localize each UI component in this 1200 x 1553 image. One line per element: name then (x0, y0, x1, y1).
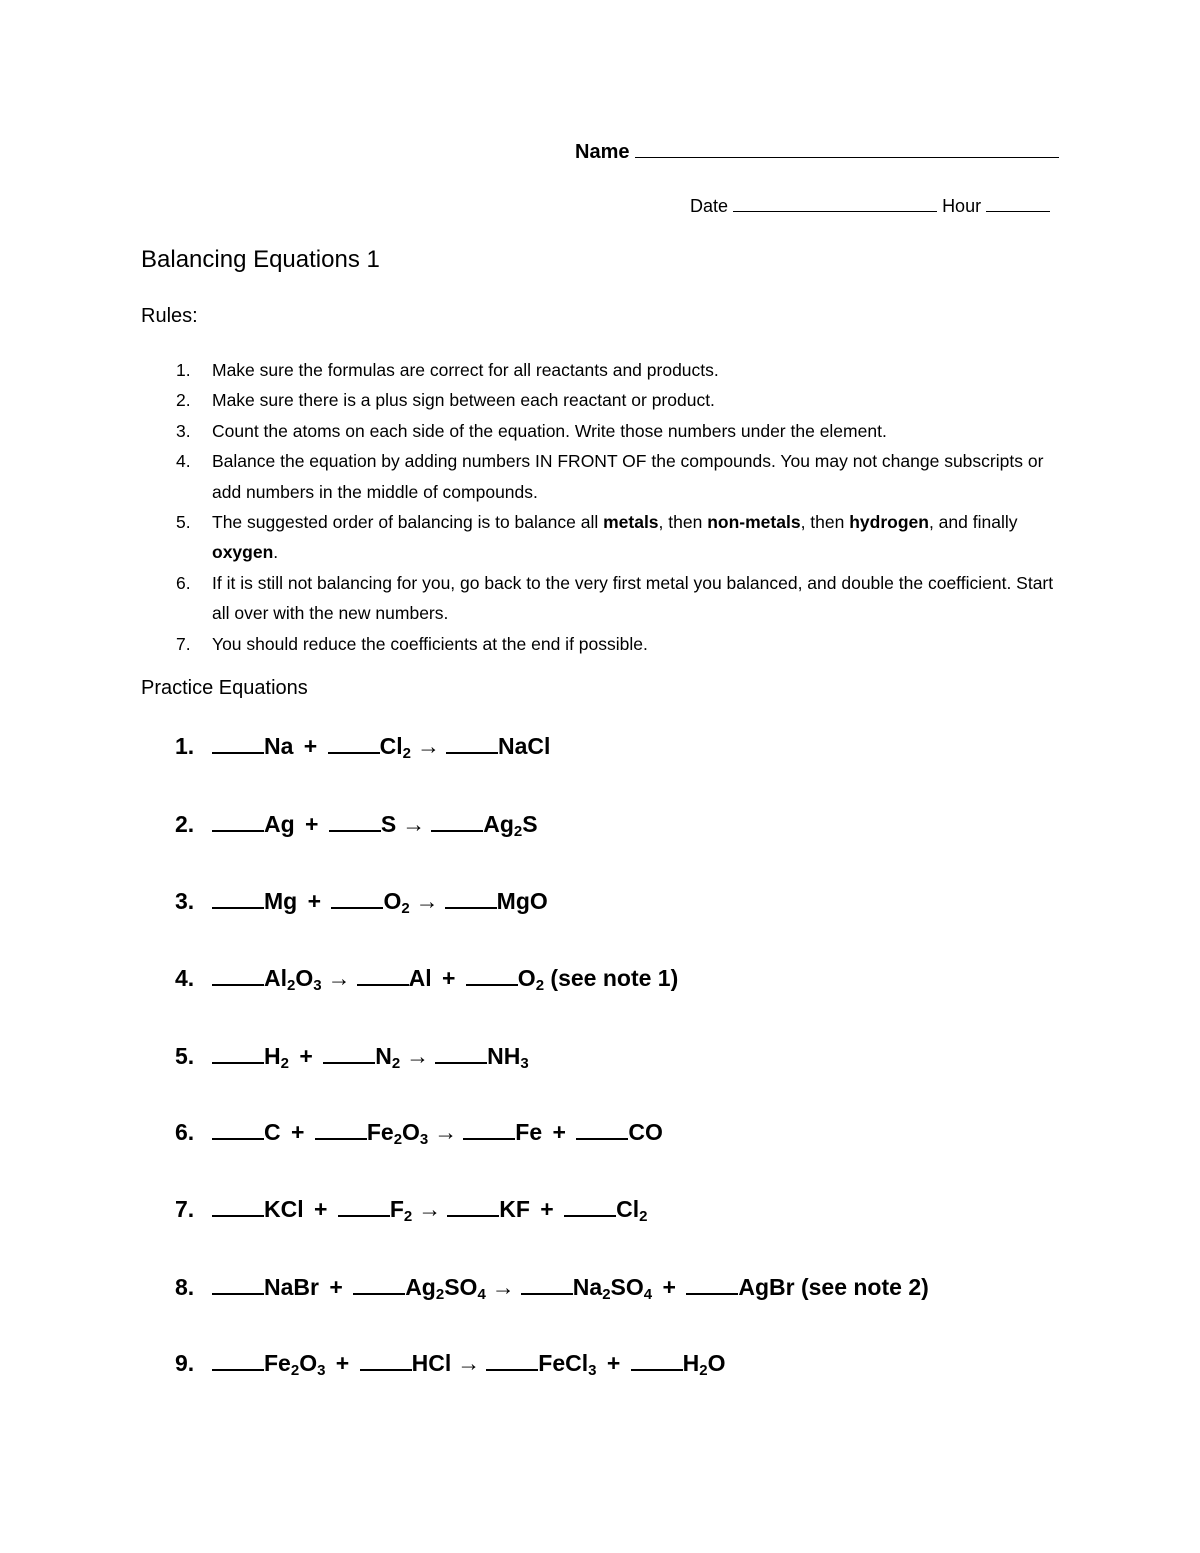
rule-emphasis-non-metals: non-metals (707, 512, 801, 533)
equation-number: 6. (175, 1119, 195, 1145)
chemical-formula: $O_2$ (383, 888, 410, 917)
coefficient-blank[interactable] (686, 1275, 738, 1295)
date-field[interactable] (733, 195, 937, 212)
coefficient-blank[interactable] (576, 1120, 628, 1140)
rule-number: 4. (176, 451, 191, 472)
equation-row (175, 965, 678, 992)
equation-number: 4. (175, 965, 195, 991)
coefficient-blank[interactable] (212, 1275, 264, 1295)
rule-text: You should reduce the coefficients at the end if possible. (212, 633, 648, 654)
plus-sign: + (546, 1119, 573, 1145)
rule-item (141, 355, 1071, 385)
chemical-formula: $H_2O$ (682, 1350, 726, 1379)
plus-sign: + (435, 965, 462, 991)
equation-row (175, 1119, 663, 1146)
rule-number: 3. (176, 420, 191, 441)
rules-list (141, 355, 1071, 659)
chemical-formula: AgBr (738, 1274, 795, 1300)
yields-arrow-icon: → (402, 811, 426, 837)
chemical-formula: Ag (264, 811, 295, 837)
rule-number: 6. (176, 572, 191, 593)
coefficient-blank[interactable] (446, 734, 498, 754)
coefficient-blank[interactable] (315, 1120, 367, 1140)
coefficient-blank[interactable] (212, 1044, 264, 1064)
rule-text: Make sure the formulas are correct for all reactants and products. (212, 360, 719, 380)
coefficient-blank[interactable] (357, 966, 409, 986)
chemical-formula: Fe (515, 1119, 543, 1145)
plus-sign: + (656, 1274, 683, 1300)
coefficient-blank[interactable] (463, 1120, 515, 1140)
rule-number: 1. (176, 360, 191, 380)
rule-item (141, 416, 1071, 446)
rule-emphasis-oxygen: oxygen (212, 542, 274, 563)
date-label: Date (690, 196, 729, 216)
chemical-formula: $Fe_2O_3$ (366, 1119, 429, 1148)
rule-number: 2. (176, 390, 191, 411)
rule-text-part: , then (658, 512, 708, 533)
practice-heading: Practice Equations (141, 677, 308, 699)
equation-number: 1. (175, 733, 195, 759)
plus-sign: + (600, 1350, 627, 1376)
chemical-formula: Mg (264, 888, 298, 914)
coefficient-blank[interactable] (445, 889, 497, 909)
chemical-formula: CO (628, 1119, 663, 1145)
coefficient-blank[interactable] (353, 1275, 405, 1295)
rule-text-part: , then (800, 512, 850, 533)
equation-row (175, 811, 538, 838)
yields-arrow-icon: → (418, 1196, 442, 1222)
chemical-formula: $Ag_2SO_4$ (405, 1274, 486, 1303)
rule-item (141, 629, 1071, 659)
plus-sign: + (284, 1119, 311, 1145)
rule-text (212, 512, 1017, 562)
chemical-formula: Al (408, 965, 432, 991)
coefficient-blank[interactable] (212, 812, 264, 832)
chemical-formula: $Cl_2$ (616, 1196, 648, 1225)
coefficient-blank[interactable] (212, 734, 264, 754)
name-field[interactable] (635, 141, 1059, 158)
equation-number: 8. (175, 1274, 195, 1300)
chemical-formula: $F_2$ (389, 1196, 413, 1225)
chemical-formula: HCl (411, 1350, 452, 1376)
rule-item (141, 446, 1071, 507)
chemical-formula: $N_2$ (375, 1043, 401, 1072)
chemical-formula: Na (264, 733, 294, 759)
rule-item (141, 385, 1071, 415)
chemical-formula: $O_2$ (517, 965, 545, 994)
rule-text-part: The suggested order of balancing is to balance all (212, 512, 604, 533)
hour-field[interactable] (986, 195, 1050, 212)
rule-number: 5. (176, 512, 191, 533)
coefficient-blank[interactable] (212, 889, 264, 909)
equation-row (175, 1043, 529, 1070)
rule-emphasis-metals: metals (603, 512, 659, 533)
chemical-formula: $H_2$ (264, 1043, 289, 1072)
equation-number: 3. (175, 888, 195, 914)
chemical-formula: $Na_2SO_4$ (572, 1274, 653, 1303)
hour-label: Hour (942, 196, 982, 216)
coefficient-blank[interactable] (431, 812, 483, 832)
rule-number: 7. (176, 633, 191, 654)
coefficient-blank[interactable] (212, 1120, 264, 1140)
coefficient-blank[interactable] (323, 1044, 375, 1064)
name-field-row (575, 141, 1059, 164)
equation-row (175, 888, 548, 915)
equation-row (175, 1274, 929, 1301)
coefficient-blank[interactable] (338, 1197, 390, 1217)
rule-text-part: . (273, 542, 279, 563)
yields-arrow-icon: → (491, 1274, 515, 1300)
plus-sign: + (533, 1196, 561, 1222)
coefficient-blank[interactable] (466, 966, 518, 986)
plus-sign: + (297, 733, 324, 759)
coefficient-blank[interactable] (360, 1351, 412, 1371)
rule-item (141, 507, 1071, 568)
coefficient-blank[interactable] (486, 1351, 538, 1371)
coefficient-blank[interactable] (212, 966, 264, 986)
equation-note: (see note 2) (794, 1274, 929, 1300)
rule-item (141, 568, 1071, 629)
equation-row (175, 1350, 726, 1377)
yields-arrow-icon: → (416, 733, 440, 759)
coefficient-blank[interactable] (564, 1197, 616, 1217)
plus-sign: + (322, 1274, 350, 1300)
yields-arrow-icon: → (406, 1043, 430, 1069)
rules-heading: Rules: (141, 305, 198, 327)
plus-sign: + (292, 1043, 320, 1069)
plus-sign: + (301, 888, 328, 914)
chemical-formula: $Cl_2$ (379, 733, 411, 762)
name-label: Name (575, 141, 630, 163)
chemical-formula: NaBr (264, 1274, 319, 1300)
rule-text: Balance the equation by adding numbers IN FRONT OF the compounds. You may not change subscripts or add numbers in the middle of compounds. (212, 451, 1044, 502)
equation-row (175, 1196, 647, 1223)
equation-note: (see note 1) (544, 965, 679, 991)
coefficient-blank[interactable] (331, 889, 383, 909)
yields-arrow-icon: → (457, 1350, 481, 1376)
equation-row (175, 733, 550, 760)
rule-emphasis-hydrogen: hydrogen (849, 512, 929, 533)
coefficient-blank[interactable] (631, 1351, 683, 1371)
coefficient-blank[interactable] (329, 812, 381, 832)
plus-sign: + (329, 1350, 356, 1376)
equation-number: 9. (175, 1350, 195, 1376)
chemical-formula: $Ag_2S$ (483, 811, 538, 840)
worksheet-title: Balancing Equations 1 (141, 246, 380, 273)
plus-sign: + (307, 1196, 334, 1222)
chemical-formula: KF (499, 1196, 530, 1222)
chemical-formula: $NH_3$ (487, 1043, 529, 1072)
equation-number: 7. (175, 1196, 195, 1222)
yields-arrow-icon: → (415, 888, 439, 914)
chemical-formula: MgO (496, 888, 548, 914)
chemical-formula: $Fe_2O_3$ (264, 1350, 326, 1379)
chemical-formula: KCl (264, 1196, 304, 1222)
coefficient-blank[interactable] (328, 734, 380, 754)
yields-arrow-icon: → (327, 965, 351, 991)
chemical-formula: NaCl (497, 733, 551, 759)
coefficient-blank[interactable] (212, 1351, 264, 1371)
rule-text: Make sure there is a plus sign between each reactant or product. (212, 390, 715, 411)
coefficient-blank[interactable] (447, 1197, 499, 1217)
plus-sign: + (298, 811, 325, 837)
coefficient-blank[interactable] (212, 1197, 264, 1217)
rule-text: If it is still not balancing for you, go back to the very first metal you balanced, and double the coefficient. Start all over with the new numbers. (212, 572, 1054, 624)
equation-number: 2. (175, 811, 195, 837)
date-hour-row (690, 195, 1050, 217)
coefficient-blank[interactable] (435, 1044, 487, 1064)
chemical-formula: S (380, 811, 397, 837)
rule-text-part: , and finally (928, 512, 1018, 533)
chemical-formula: FeCl$_3$ (538, 1350, 597, 1379)
yields-arrow-icon: → (434, 1119, 458, 1145)
rule-text: Count the atoms on each side of the equation. Write those numbers under the element. (212, 420, 887, 441)
chemical-formula: C (264, 1119, 281, 1145)
coefficient-blank[interactable] (521, 1275, 573, 1295)
equation-number: 5. (175, 1043, 195, 1069)
chemical-formula: $Al_2O_3$ (264, 965, 322, 994)
